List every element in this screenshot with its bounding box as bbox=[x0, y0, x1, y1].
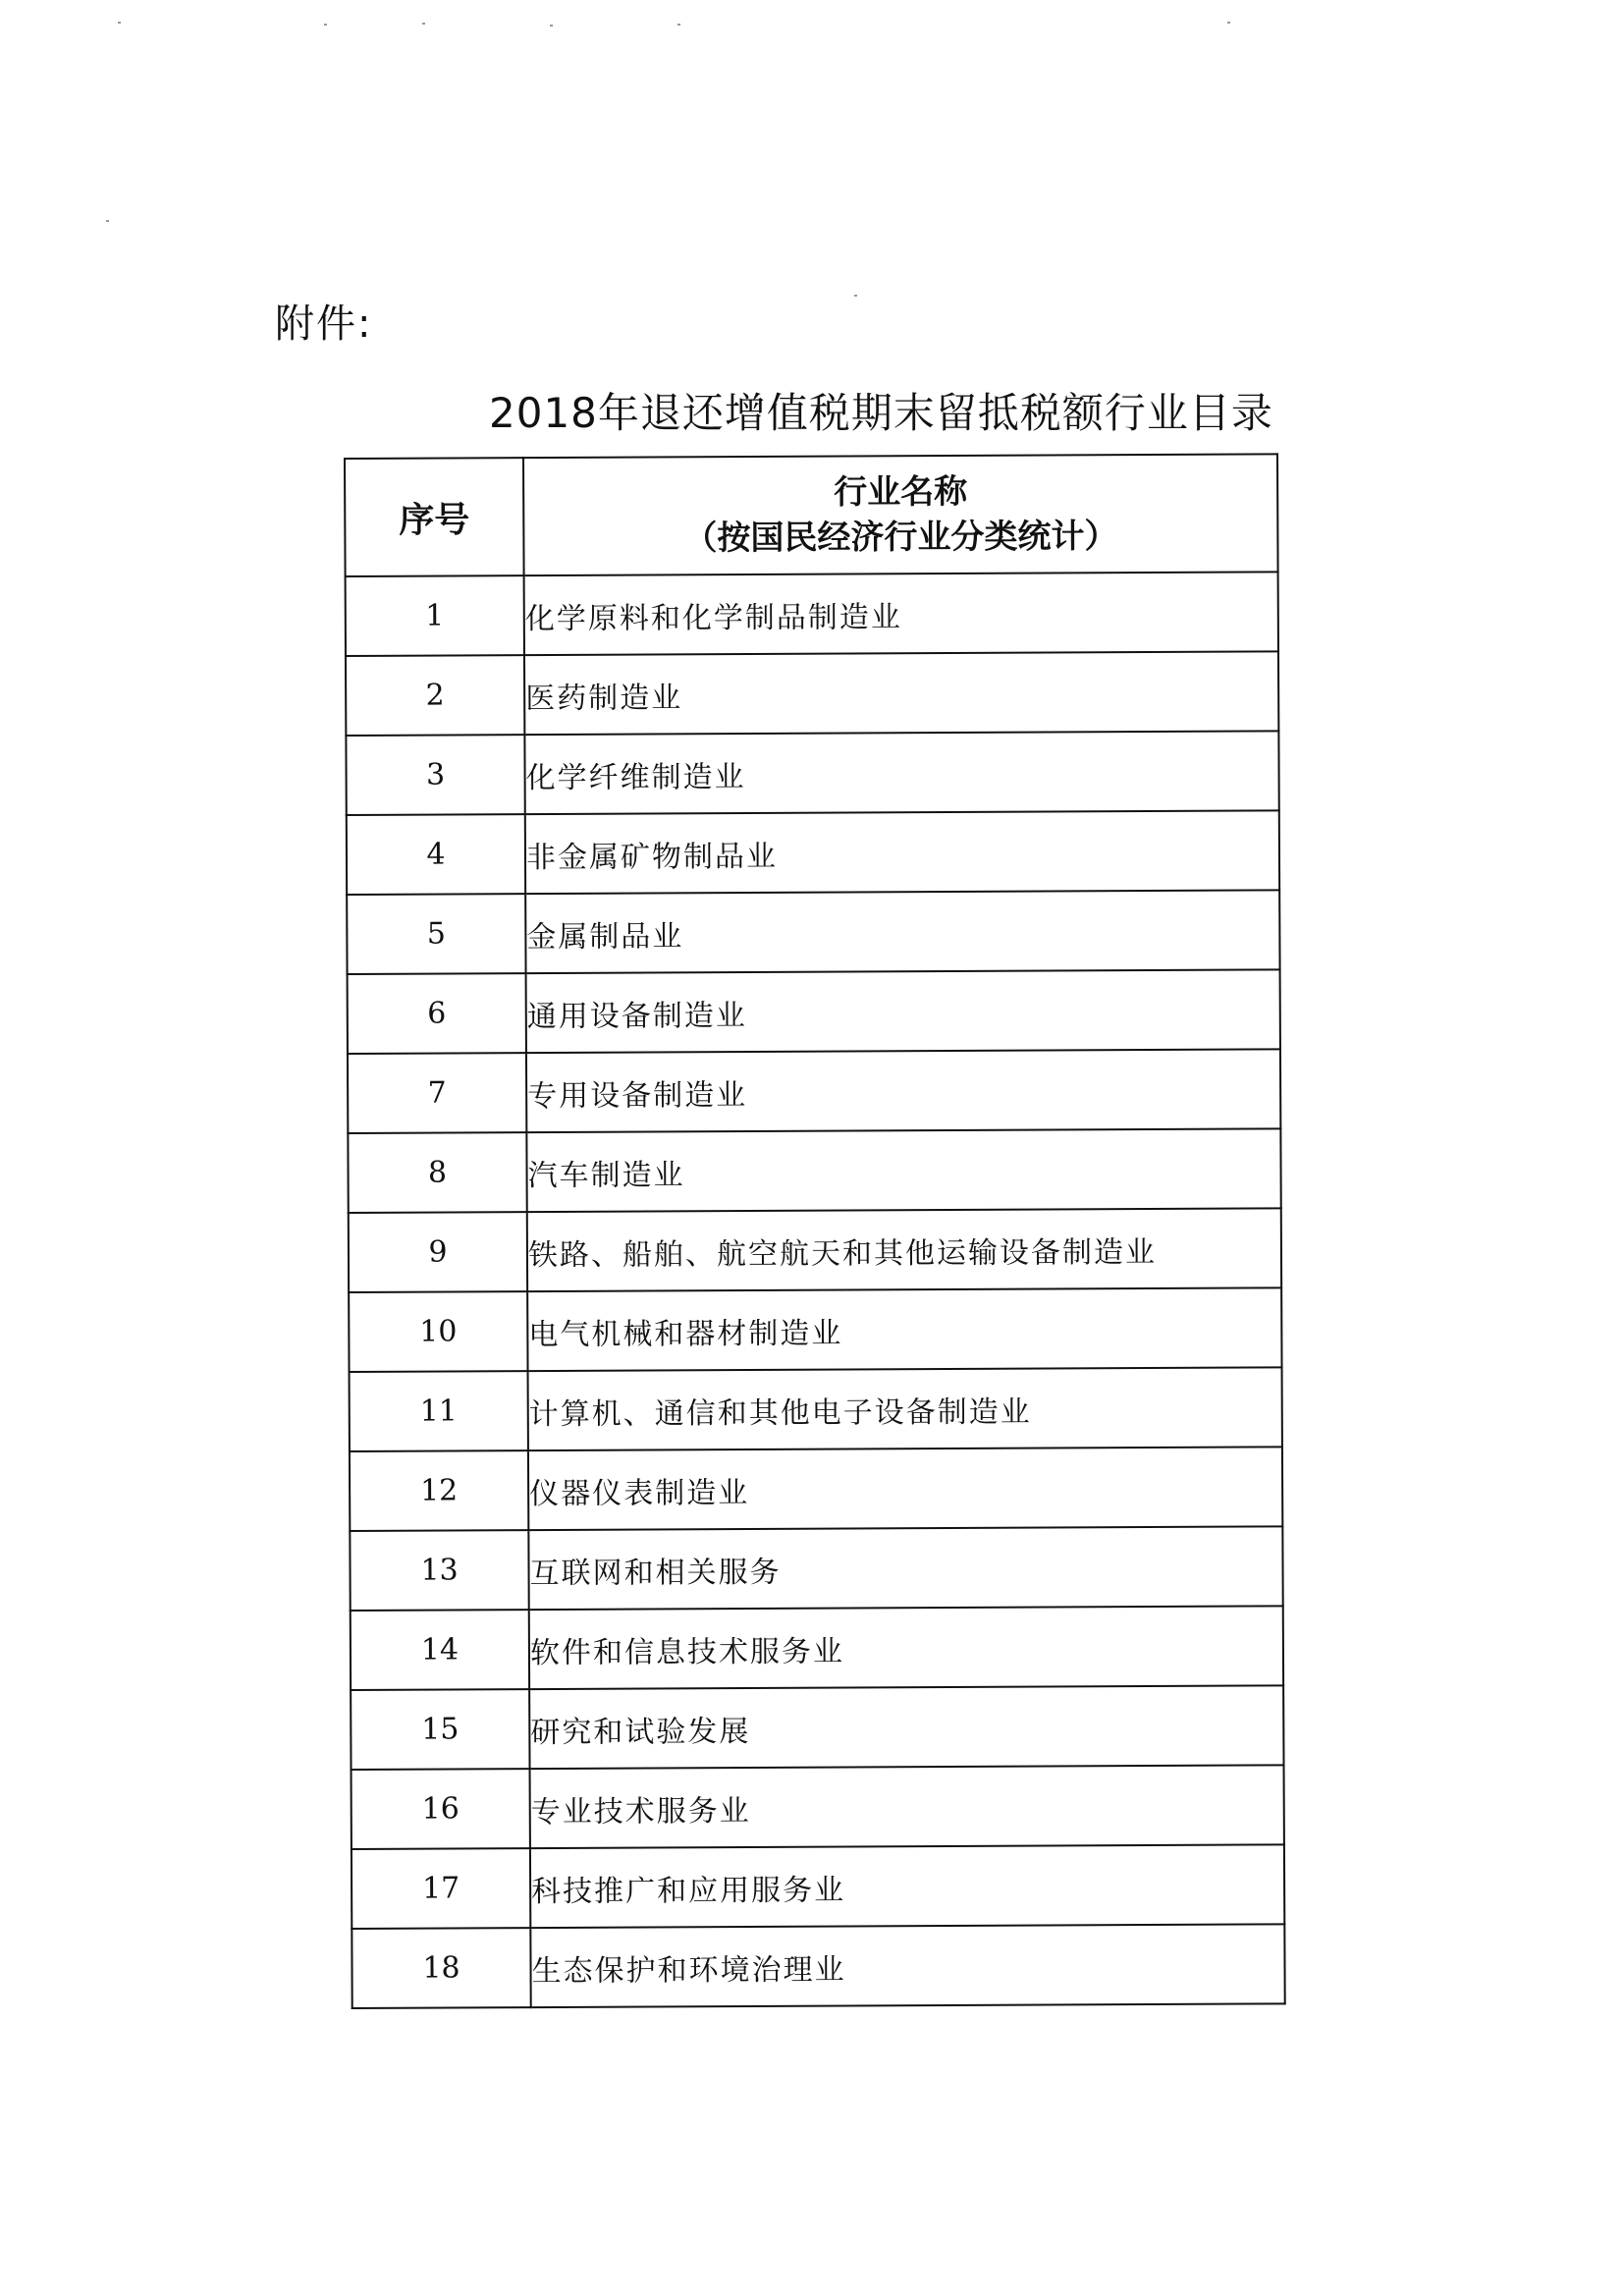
scan-speck bbox=[550, 25, 553, 27]
table-row bbox=[350, 1367, 1282, 1451]
row-industry-name: 科技推广和应用服务业 bbox=[530, 1844, 1284, 1928]
table-row bbox=[346, 651, 1278, 736]
table-row bbox=[348, 969, 1280, 1054]
row-industry-name: 非金属矿物制品业 bbox=[525, 810, 1279, 894]
scan-speck bbox=[118, 22, 121, 24]
header-name-line1: 行业名称 bbox=[834, 471, 968, 513]
table-row bbox=[352, 1924, 1284, 2008]
row-industry-name: 铁路、船舶、航空航天和其他运输设备制造业 bbox=[527, 1208, 1281, 1291]
row-seq: 12 bbox=[350, 1450, 528, 1531]
table-row bbox=[347, 810, 1279, 895]
row-seq: 16 bbox=[352, 1769, 530, 1849]
header-name bbox=[523, 454, 1278, 575]
row-seq: 1 bbox=[346, 575, 524, 656]
row-industry-name: 计算机、通信和其他电子设备制造业 bbox=[528, 1367, 1282, 1450]
row-industry-name: 研究和试验发展 bbox=[529, 1685, 1283, 1769]
table-row bbox=[346, 572, 1278, 656]
row-seq: 15 bbox=[351, 1689, 529, 1770]
row-industry-name: 互联网和相关服务 bbox=[528, 1526, 1282, 1610]
row-seq: 13 bbox=[350, 1530, 528, 1611]
table-row bbox=[352, 1844, 1284, 1929]
row-industry-name: 汽车制造业 bbox=[526, 1128, 1280, 1212]
table-row bbox=[350, 1526, 1282, 1611]
row-industry-name: 医药制造业 bbox=[524, 651, 1278, 735]
row-industry-name: 仪器仪表制造业 bbox=[528, 1447, 1282, 1530]
industry-table bbox=[344, 453, 1286, 2009]
row-industry-name: 生态保护和环境治理业 bbox=[530, 1924, 1284, 2007]
row-industry-name: 专业技术服务业 bbox=[530, 1765, 1284, 1848]
row-seq: 18 bbox=[352, 1928, 530, 2008]
row-industry-name: 化学纤维制造业 bbox=[524, 731, 1278, 814]
table-header-row bbox=[345, 454, 1278, 576]
scan-speck bbox=[324, 24, 327, 26]
row-industry-name: 电气机械和器材制造业 bbox=[527, 1287, 1281, 1371]
scan-speck bbox=[854, 295, 857, 297]
row-industry-name: 金属制品业 bbox=[525, 890, 1279, 973]
industry-table-wrapper bbox=[344, 453, 1284, 2011]
row-seq: 7 bbox=[348, 1053, 526, 1133]
row-seq: 14 bbox=[351, 1610, 529, 1690]
row-seq: 3 bbox=[346, 735, 524, 815]
row-seq: 5 bbox=[347, 894, 525, 974]
document-title: 2018年退还增值税期末留抵税额行业目录 bbox=[489, 389, 1273, 437]
table-row bbox=[350, 1447, 1282, 1531]
row-seq: 8 bbox=[348, 1132, 526, 1213]
attachment-label: 附件: bbox=[275, 301, 373, 347]
scan-speck bbox=[677, 24, 680, 26]
row-industry-name: 化学原料和化学制品制造业 bbox=[524, 572, 1278, 655]
row-seq: 10 bbox=[349, 1291, 527, 1372]
table-row bbox=[351, 1685, 1283, 1770]
row-seq: 6 bbox=[348, 973, 526, 1054]
table-row bbox=[352, 1765, 1284, 1849]
row-seq: 2 bbox=[346, 655, 524, 736]
table-row bbox=[348, 1049, 1280, 1133]
scan-speck bbox=[1227, 22, 1230, 24]
table-row bbox=[347, 890, 1279, 974]
table-row bbox=[349, 1208, 1281, 1292]
row-industry-name: 通用设备制造业 bbox=[526, 969, 1280, 1053]
row-seq: 11 bbox=[350, 1371, 528, 1451]
scan-speck bbox=[422, 23, 425, 25]
row-seq: 4 bbox=[347, 814, 525, 895]
table-row bbox=[348, 1128, 1280, 1213]
table-row bbox=[349, 1287, 1281, 1372]
header-name-line2: （按国民经济行业分类统计） bbox=[683, 517, 1118, 559]
row-industry-name: 软件和信息技术服务业 bbox=[529, 1606, 1283, 1689]
row-industry-name: 专用设备制造业 bbox=[526, 1049, 1280, 1132]
table-row bbox=[346, 731, 1278, 815]
row-seq: 17 bbox=[352, 1848, 530, 1929]
table-row bbox=[351, 1606, 1283, 1690]
header-seq: 序号 bbox=[345, 458, 524, 576]
row-seq: 9 bbox=[349, 1212, 527, 1292]
scan-speck bbox=[106, 220, 109, 222]
